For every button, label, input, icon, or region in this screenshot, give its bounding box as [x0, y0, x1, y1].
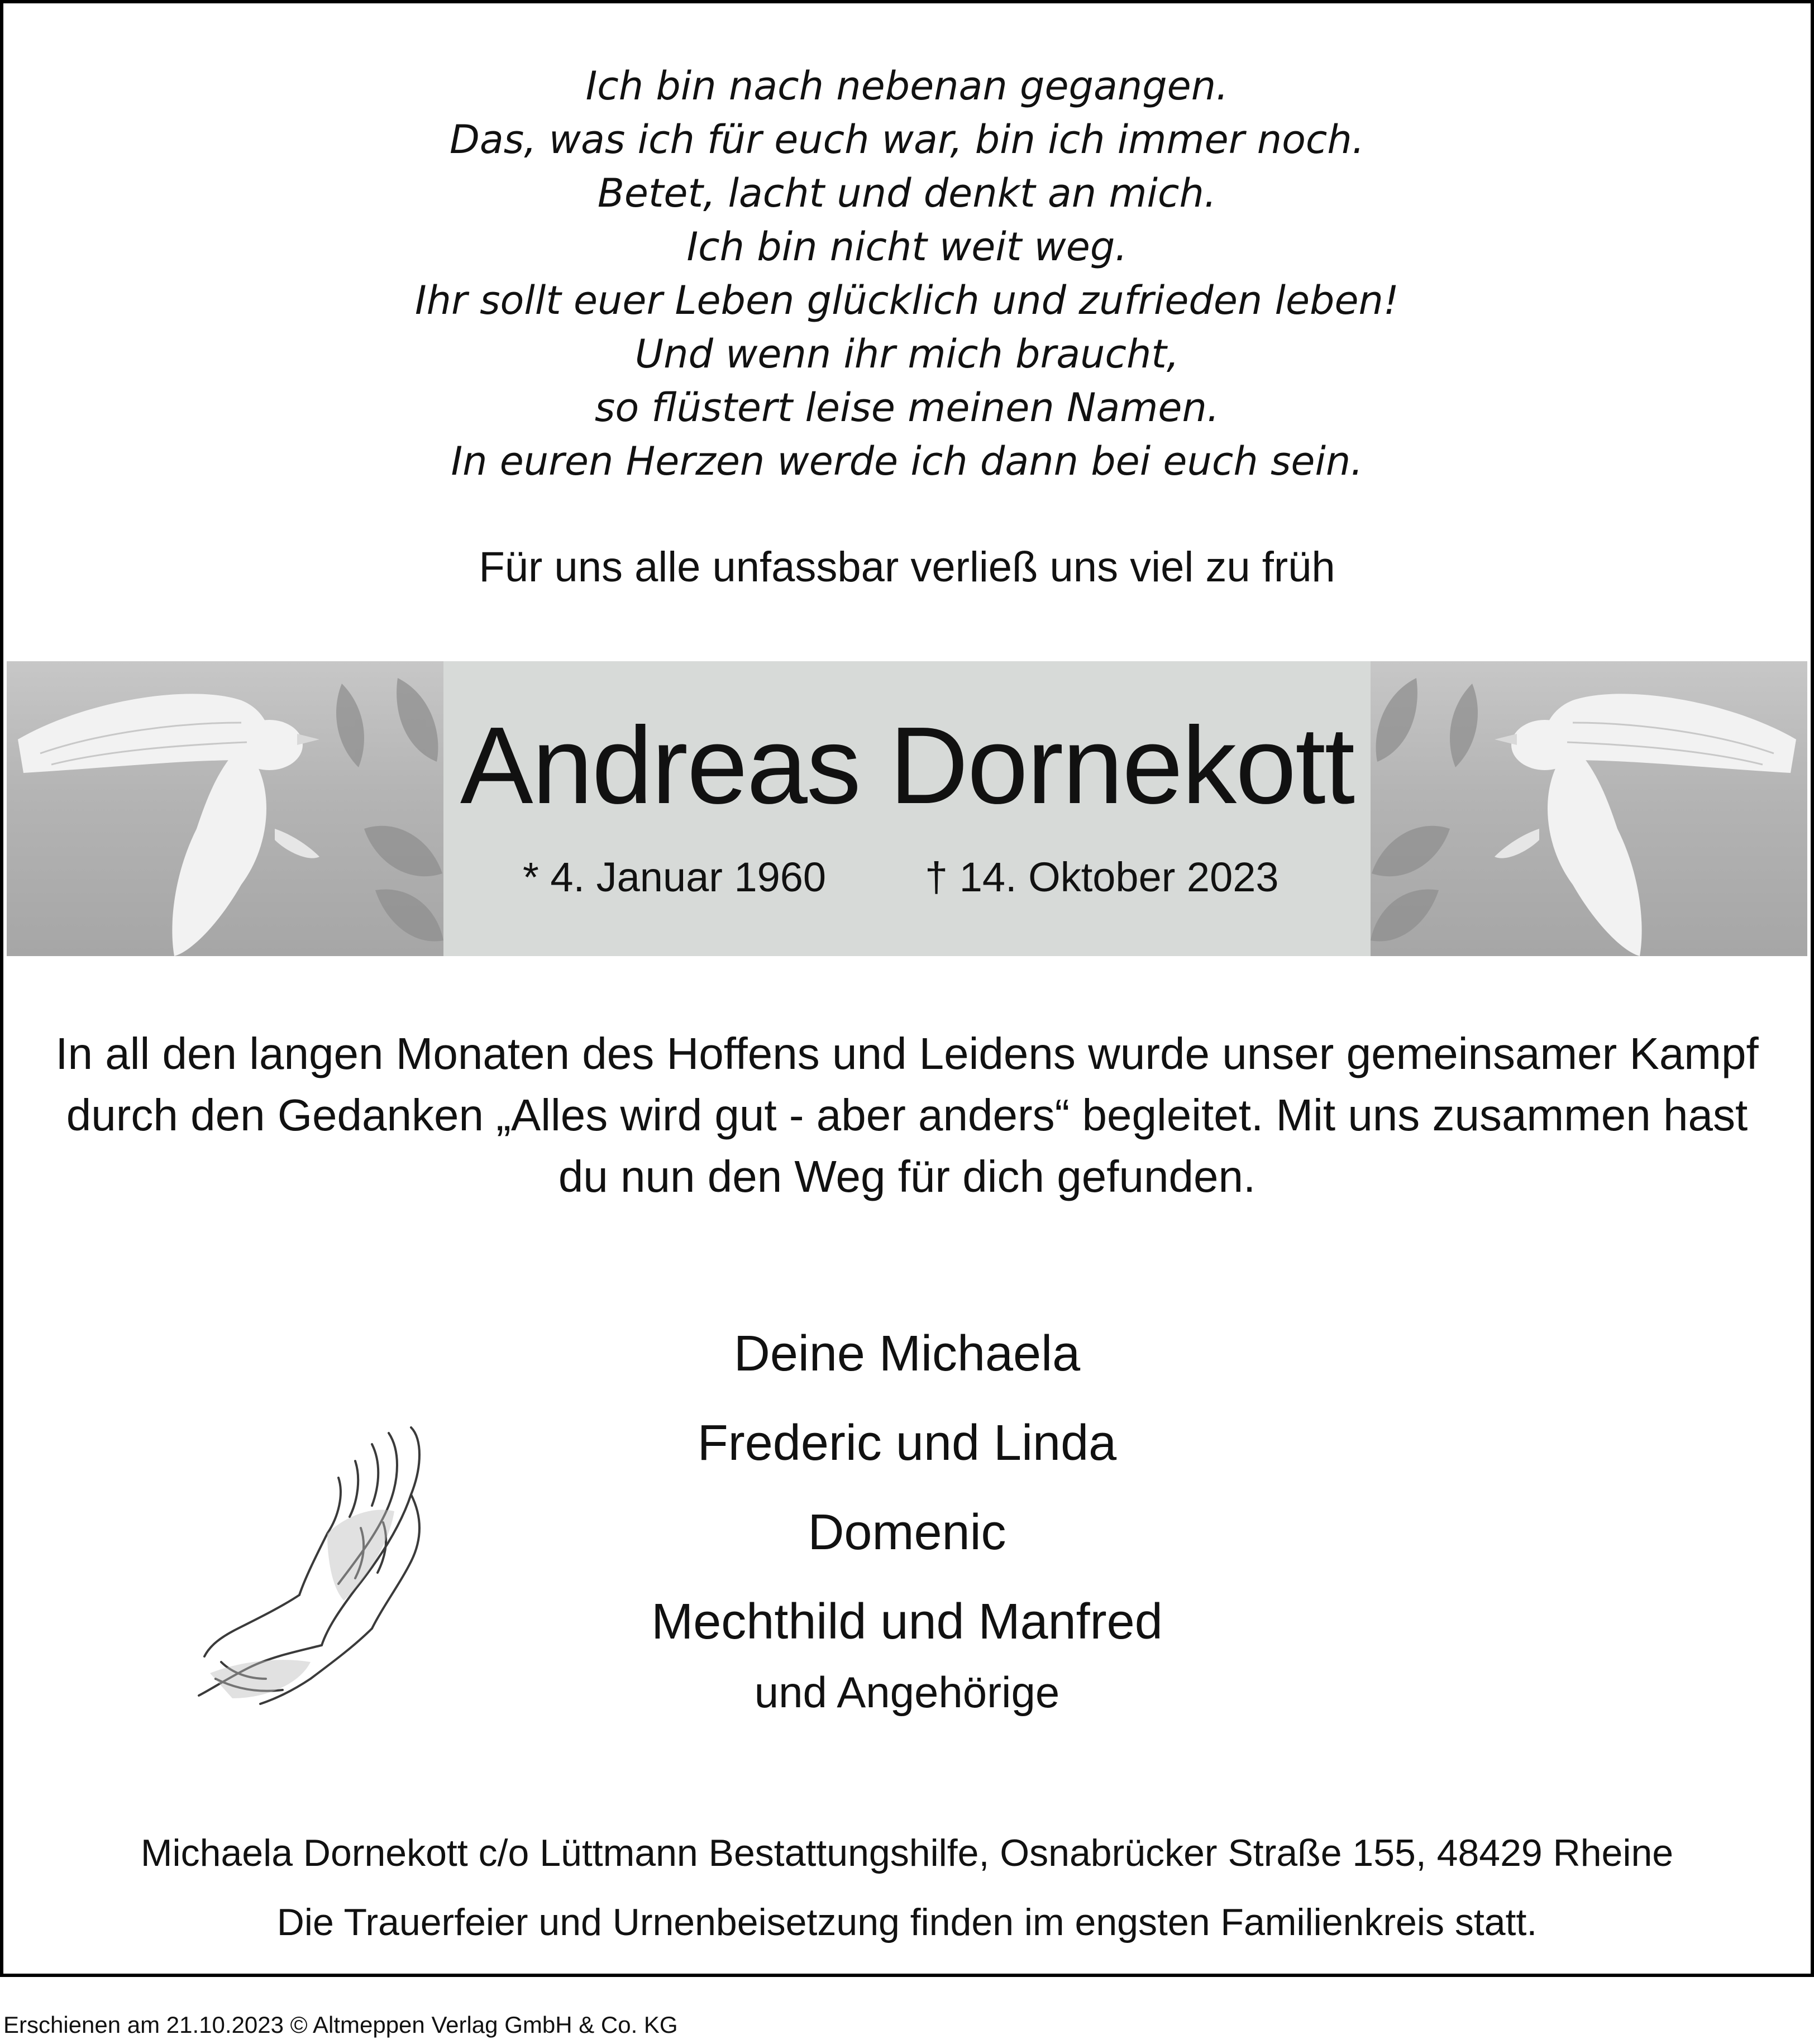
- publication-footer: Erschienen am 21.10.2023 © Altmeppen Verlag GmbH & Co. KG: [3, 2012, 678, 2038]
- deceased-name: Andreas Dornekott: [460, 704, 1354, 827]
- poem-line: Ich bin nach nebenan gegangen.: [585, 63, 1229, 109]
- birth-date: * 4. Januar 1960: [523, 854, 827, 900]
- poem: [3, 59, 1811, 488]
- poem-line: Ihr sollt euer Leben glücklich und zufrieden leben!: [415, 278, 1399, 323]
- family-member: Domenic: [808, 1505, 1006, 1560]
- relatives-text: und Angehörige: [754, 1668, 1060, 1717]
- memorial-message: [3, 1023, 1811, 1207]
- family-member: Deine Michaela: [733, 1326, 1081, 1382]
- family-member: Mechthild und Manfred: [651, 1594, 1163, 1650]
- message-line: du nun den Weg für dich gefunden.: [558, 1152, 1256, 1201]
- poem-line: Ich bin nicht weit weg.: [686, 224, 1128, 270]
- intro-text: Für uns alle unfassbar verließ uns viel zu früh: [479, 543, 1335, 591]
- family-member: Frederic und Linda: [697, 1415, 1117, 1471]
- poem-line: so flüstert leise meinen Namen.: [594, 385, 1220, 431]
- poem-line: In euren Herzen werde ich dann bei euch sein.: [451, 438, 1363, 484]
- message-line: In all den langen Monaten des Hoffens und Leidens wurde unser gemeinsamer Kampf: [55, 1029, 1759, 1078]
- death-date: † 14. Oktober 2023: [925, 854, 1279, 900]
- contact-info: [3, 1818, 1811, 1957]
- contact-address: Michaela Dornekott c/o Lüttmann Bestattungshilfe, Osnabrücker Straße 155, 48429 Rheine: [140, 1832, 1674, 1874]
- poem-line: Und wenn ihr mich braucht,: [634, 331, 1180, 377]
- ceremony-note: Die Trauerfeier und Urnenbeisetzung finden im engsten Familienkreis statt.: [276, 1901, 1538, 1943]
- poem-line: Das, was ich für euch war, bin ich immer noch.: [449, 117, 1365, 163]
- praying-hands-icon: [188, 1416, 450, 1707]
- poem-line: Betet, lacht und denkt an mich.: [597, 170, 1217, 216]
- message-line: durch den Gedanken „Alles wird gut - aber anders“ begleitet. Mit uns zusammen hast: [66, 1090, 1748, 1140]
